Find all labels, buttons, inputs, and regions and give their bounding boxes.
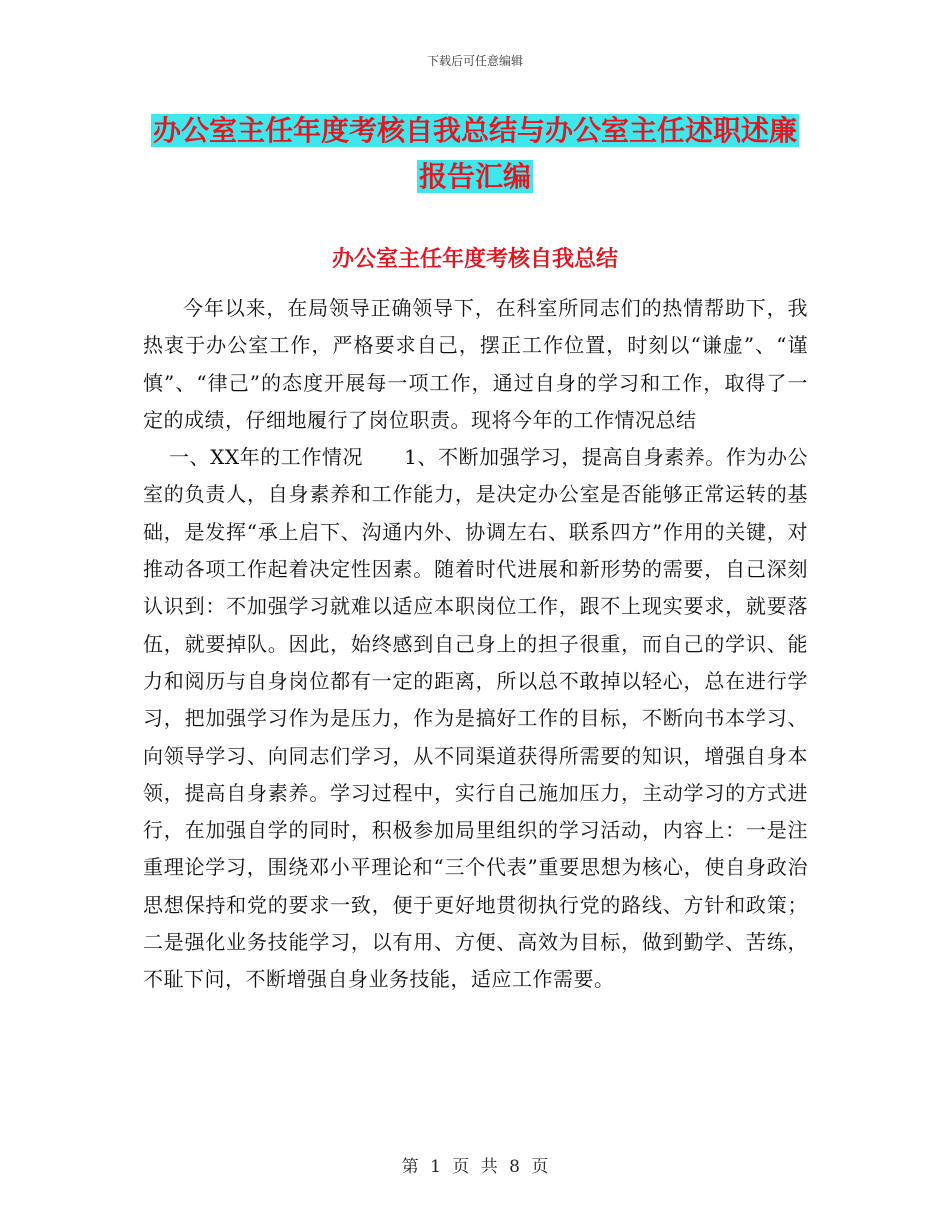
title-line-2: 报告汇编 [418,160,531,193]
body-text [143,290,808,999]
page-number: 第 1 页 共 8 页 [401,1157,549,1177]
document-title [150,108,800,200]
paragraph-intro: 今年以来，在局领导正确领导下，在科室所同志们的热情帮助下，我热衷于办公室工作，严格要求自己，摆正工作位置，时刻以“谦虚”、“谨慎”、“律己”的态度开展每一项工作，通过自身的学习和工作，取得了一定的成绩，仔细地履行了岗位职责。现将今年的工作情况总结 [143,296,808,432]
section-title: 办公室主任年度考核自我总结 [331,247,618,272]
title-line-1: 办公室主任年度考核自我总结与办公室主任述职述廉 [152,114,797,147]
paragraph-work-summary: 一、XX年的工作情况 1、不断加强学习，提高自身素养。作为办公室的负责人，自身素养和工作能力，是决定办公室是否能够正常运转的基础，是发挥“承上启下、沟通内外、协调左右、联系四方”作用的关键，对推动各项工作起着决定性因素。随着时代进展和新形势的需要，自己深刻认识到：不加强学习就难以适应本职岗位工作，跟不上现实要求，就要落伍，就要掉队。因此，始终感到自己身上的担子很重，而自己的学识、能力和阅历与自身岗位都有一定的距离，所以总不敢掉以轻心，总在进行学习，把加强学习作为是压力，作为是搞好工作的目标，不断向书本学习、向领导学习、向同志们学习，从不同渠道获得所需要的知识，增强自身本领，提高自身素养。学习过程中，实行自己施加压力，主动学习的方式进行，在加强自学的同时，积极参加局里组织的学习活动，内容上：一是注重理论学习，围绕邓小平理论和“三个代表”重要思想为核心，使自身政治思想保持和党的要求一致，便于更好地贯彻执行党的路线、方针和政策；二是强化业务技能学习，以有用、方便、高效为目标，做到勤学、苦练，不耻下问，不断增强自身业务技能，适应工作需要。 [143,445,808,992]
header-note: 下载后可任意编辑 [426,54,523,68]
